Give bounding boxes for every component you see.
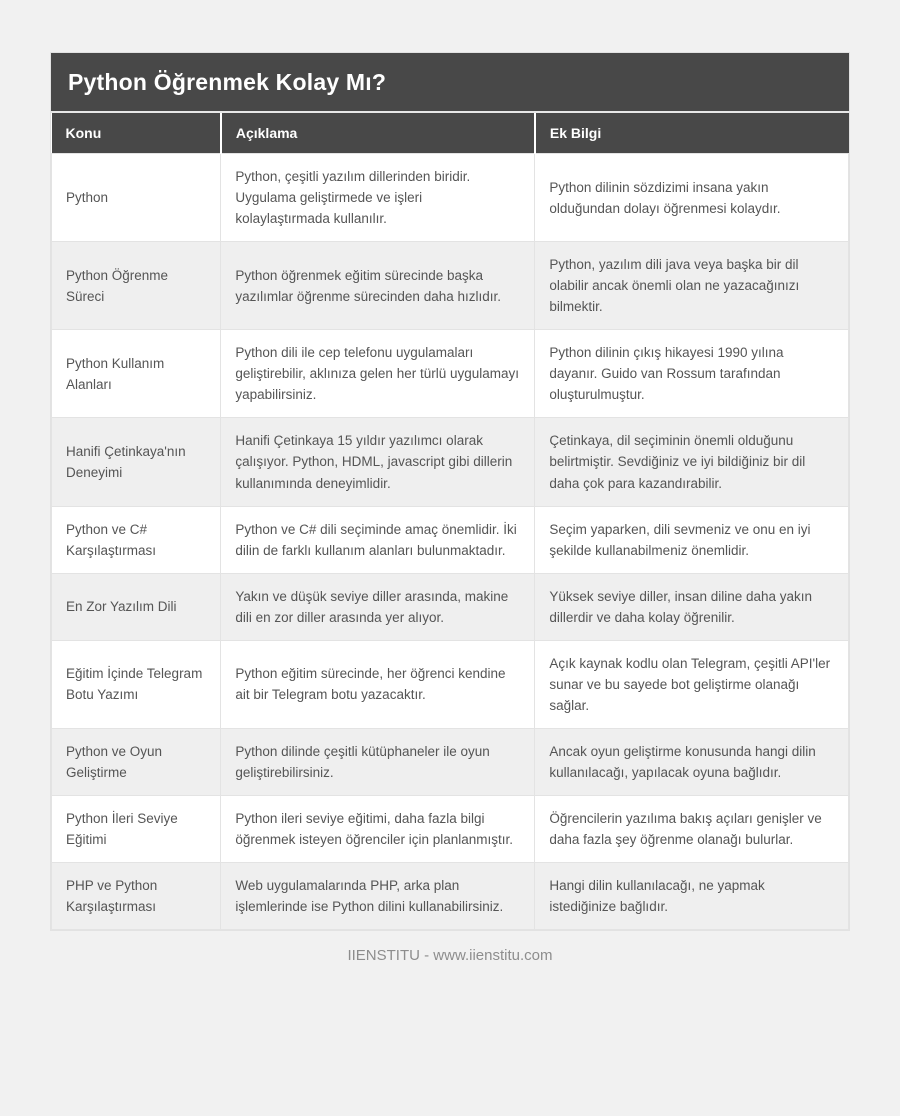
table-row	[52, 863, 849, 930]
table-row	[52, 640, 849, 728]
description-cell: Python ve C# dili seçiminde amaç önemlidir. İki dilin de farklı kullanım alanları bulunmaktadır.	[221, 506, 535, 573]
extra-info-cell: Seçim yaparken, dili sevmeniz ve onu en iyi şekilde kullanabilmeniz önemlidir.	[535, 506, 849, 573]
description-cell: Python öğrenmek eğitim sürecinde başka yazılımlar öğrenme sürecinden daha hızlıdır.	[221, 242, 535, 330]
description-cell: Python ileri seviye eğitimi, daha fazla bilgi öğrenmek isteyen öğrenciler için planlanmıştır.	[221, 795, 535, 862]
extra-info-cell: Hangi dilin kullanılacağı, ne yapmak istediğinize bağlıdır.	[535, 863, 849, 930]
table-row	[52, 330, 849, 418]
topic-cell: Eğitim İçinde Telegram Botu Yazımı	[52, 640, 221, 728]
topic-cell: En Zor Yazılım Dili	[52, 573, 221, 640]
column-header-ek-bilgi: Ek Bilgi	[535, 113, 849, 154]
extra-info-cell: Python dilinin çıkış hikayesi 1990 yılına dayanır. Guido van Rossum tarafından oluşturulmuştur.	[535, 330, 849, 418]
description-cell: Hanifi Çetinkaya 15 yıldır yazılımcı olarak çalışıyor. Python, HDML, javascript gibi dillerin kullanımında deneyimlidir.	[221, 418, 535, 506]
description-cell: Python dili ile cep telefonu uygulamaları geliştirebilir, aklınıza gelen her türlü uygulamayı yapabilirsiniz.	[221, 330, 535, 418]
topic-cell: Python	[52, 154, 221, 242]
content-card	[50, 52, 850, 931]
table-row	[52, 242, 849, 330]
topic-cell: Python Öğrenme Süreci	[52, 242, 221, 330]
topic-cell: PHP ve Python Karşılaştırması	[52, 863, 221, 930]
description-cell: Python dilinde çeşitli kütüphaneler ile oyun geliştirebilirsiniz.	[221, 728, 535, 795]
table-row	[52, 573, 849, 640]
table-row	[52, 418, 849, 506]
table-row	[52, 795, 849, 862]
topic-cell: Python ve Oyun Geliştirme	[52, 728, 221, 795]
topic-cell: Hanifi Çetinkaya'nın Deneyimi	[52, 418, 221, 506]
table-row	[52, 506, 849, 573]
info-table	[51, 113, 849, 930]
table-row	[52, 728, 849, 795]
extra-info-cell: Ancak oyun geliştirme konusunda hangi dilin kullanılacağı, yapılacak oyuna bağlıdır.	[535, 728, 849, 795]
table-row	[52, 154, 849, 242]
description-cell: Web uygulamalarında PHP, arka plan işlemlerinde ise Python dilini kullanabilirsiniz.	[221, 863, 535, 930]
description-cell: Yakın ve düşük seviye diller arasında, makine dili en zor diller arasında yer alıyor.	[221, 573, 535, 640]
topic-cell: Python İleri Seviye Eğitimi	[52, 795, 221, 862]
topic-cell: Python ve C# Karşılaştırması	[52, 506, 221, 573]
footer-text: IIENSTITU - www.iienstitu.com	[347, 947, 553, 965]
extra-info-cell: Yüksek seviye diller, insan diline daha yakın dillerdir ve daha kolay öğrenilir.	[535, 573, 849, 640]
topic-cell: Python Kullanım Alanları	[52, 330, 221, 418]
extra-info-cell: Çetinkaya, dil seçiminin önemli olduğunu belirtmiştir. Sevdiğiniz ve iyi bildiğiniz bir dil daha çok para kazandırabilir.	[535, 418, 849, 506]
table-header-row	[52, 113, 849, 154]
description-cell: Python, çeşitli yazılım dillerinden biridir. Uygulama geliştirmede ve işleri kolaylaştırmada kullanılır.	[221, 154, 535, 242]
extra-info-cell: Açık kaynak kodlu olan Telegram, çeşitli API'ler sunar ve bu sayede bot geliştirme olanağı sağlar.	[535, 640, 849, 728]
extra-info-cell: Öğrencilerin yazılıma bakış açıları genişler ve daha fazla şey öğrenme olanağı bulurlar.	[535, 795, 849, 862]
page-title: Python Öğrenmek Kolay Mı?	[51, 53, 849, 113]
extra-info-cell: Python, yazılım dili java veya başka bir dil olabilir ancak önemli olan ne yazacağınızı bilmektir.	[535, 242, 849, 330]
column-header-konu: Konu	[52, 113, 221, 154]
column-header-aciklama: Açıklama	[221, 113, 535, 154]
extra-info-cell: Python dilinin sözdizimi insana yakın olduğundan dolayı öğrenmesi kolaydır.	[535, 154, 849, 242]
description-cell: Python eğitim sürecinde, her öğrenci kendine ait bir Telegram botu yazacaktır.	[221, 640, 535, 728]
